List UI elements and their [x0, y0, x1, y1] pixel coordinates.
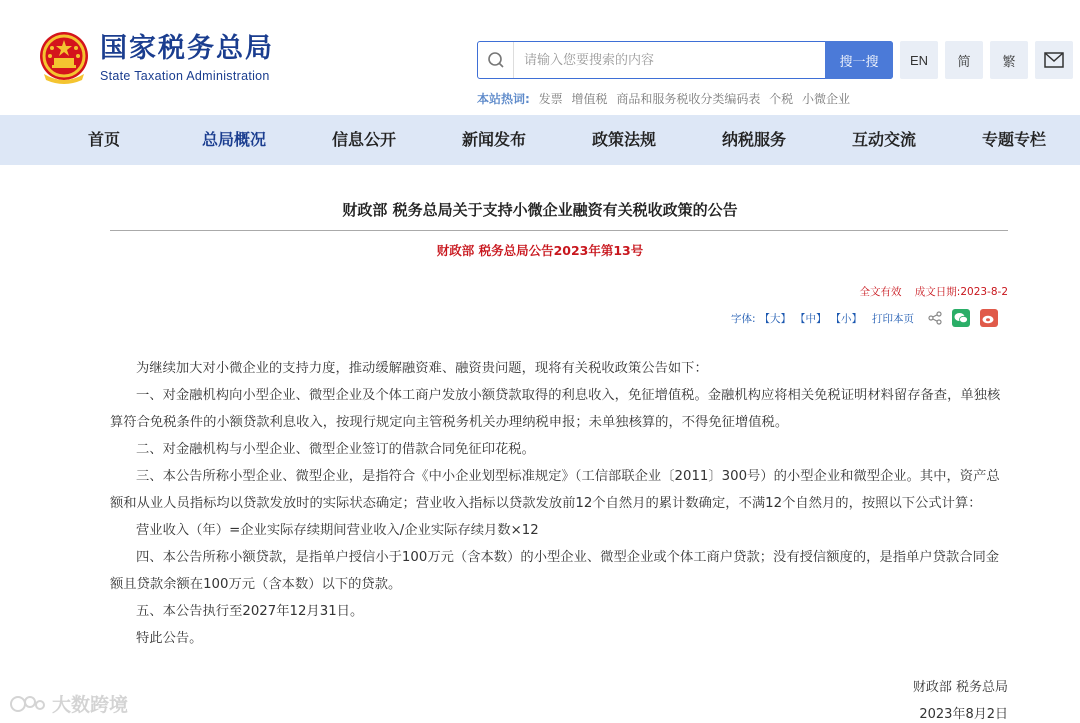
- nav-news[interactable]: 新闻发布: [461, 130, 527, 149]
- search-input[interactable]: [514, 43, 825, 77]
- hotword-fapiao[interactable]: 发票: [538, 92, 563, 106]
- site-logo[interactable]: [36, 30, 274, 86]
- hotword-small-business[interactable]: 小微企业: [802, 92, 851, 106]
- site-name-en: State Taxation Administration: [100, 69, 270, 83]
- paragraph: 五、本公告执行至2027年12月31日。: [136, 604, 364, 619]
- nav-information[interactable]: 信息公开: [331, 130, 397, 149]
- font-small-button[interactable]: 【小】: [830, 312, 862, 325]
- search-icon: [478, 42, 514, 78]
- mail-icon: [1044, 52, 1064, 68]
- lang-simplified-button[interactable]: 简: [945, 41, 983, 79]
- nav-interaction[interactable]: 互动交流: [851, 130, 917, 149]
- print-button[interactable]: 打印本页: [872, 312, 914, 325]
- font-size-label: 字体:: [730, 312, 756, 325]
- nav-tax-service[interactable]: 纳税服务: [721, 130, 787, 149]
- title-divider: [110, 230, 1008, 231]
- paragraph: 二、对金融机构与小型企业、微型企业签订的借款合同免征印花税。: [136, 442, 535, 457]
- nav-home[interactable]: 首页: [87, 130, 121, 149]
- paragraph: 为继续加大对小微企业的支持力度，推动缓解融资难、融资贵问题，现将有关税收政策公告如下：: [136, 361, 708, 376]
- site-header: [0, 0, 1080, 115]
- national-emblem-icon: [36, 30, 92, 86]
- search-button[interactable]: 搜一搜: [825, 41, 893, 79]
- watermark-logo-icon: [8, 692, 48, 716]
- search-bar: [477, 41, 893, 79]
- wechat-icon[interactable]: [952, 309, 970, 327]
- lang-traditional-button[interactable]: 繁: [990, 41, 1028, 79]
- weibo-icon[interactable]: [980, 309, 998, 327]
- site-name-cn: 国家税务总局: [100, 33, 274, 64]
- signing-organization: 财政部 税务总局: [912, 680, 1008, 695]
- hotword-individual-tax[interactable]: 个税: [769, 92, 794, 106]
- watermark: [8, 690, 128, 717]
- watermark-text: 大数跨境: [52, 694, 129, 716]
- paragraph: 三、本公告所称小型企业、微型企业，是指符合《中小企业划型标准规定》（工信部联企业〔2011〕300号）的小型企业和微型企业。其中，资产总额和从业人员指标均以贷款发放时的实际状态确定；营业收入指标以贷款发放前12个自然月的累计数确定，不满12个自然月的，按照以下公式计算：: [110, 469, 1000, 511]
- hot-keywords: [477, 90, 850, 107]
- font-large-button[interactable]: 【大】: [759, 312, 791, 325]
- paragraph: 营业收入（年）=企业实际存续期间营业收入/企业实际存续月数×12: [136, 523, 539, 538]
- nav-special-topics[interactable]: 专题专栏: [981, 130, 1047, 149]
- validity-status: 全文有效: [859, 286, 902, 298]
- article-toolbar: [731, 309, 1002, 327]
- font-medium-button[interactable]: 【中】: [795, 312, 827, 325]
- paragraph: 一、对金融机构向小型企业、微型企业及个体工商户发放小额贷款取得的利息收入，免征增值税。金融机构应将相关免税证明材料留存备查，单独核算符合免税条件的小额贷款利息收入，按现行规定向主管税务机关办理纳税申报；未单独核算的，不得免征增值税。: [110, 388, 1001, 430]
- article-meta: [859, 284, 1008, 299]
- nav-policy[interactable]: 政策法规: [591, 130, 657, 149]
- paragraph: 特此公告。: [136, 631, 203, 646]
- article-body: [110, 355, 1008, 652]
- hotword-tax-code-table[interactable]: 商品和服务税收分类编码表: [616, 92, 761, 106]
- document-number: 财政部 税务总局公告2023年第13号: [436, 243, 644, 258]
- lang-en-button[interactable]: EN: [900, 41, 938, 79]
- hot-keywords-label: 本站热词:: [477, 92, 530, 106]
- paragraph: 四、本公告所称小额贷款，是指单户授信小于100万元（含本数）的小型企业、微型企业或个体工商户贷款；没有授信额度的，是指单户贷款合同金额且贷款余额在100万元（含本数）以下的贷款。: [110, 550, 1000, 592]
- signing-date: 2023年8月2日: [919, 707, 1008, 722]
- share-icon[interactable]: [928, 311, 942, 325]
- hotword-vat[interactable]: 增值税: [571, 92, 608, 106]
- article-title: 财政部 税务总局关于支持小微企业融资有关税收政策的公告: [342, 201, 738, 219]
- nav-about[interactable]: 总局概况: [201, 130, 267, 149]
- mail-button[interactable]: [1035, 41, 1073, 79]
- document-date: 成文日期:2023-8-2: [914, 286, 1008, 298]
- main-nav: [0, 115, 1080, 165]
